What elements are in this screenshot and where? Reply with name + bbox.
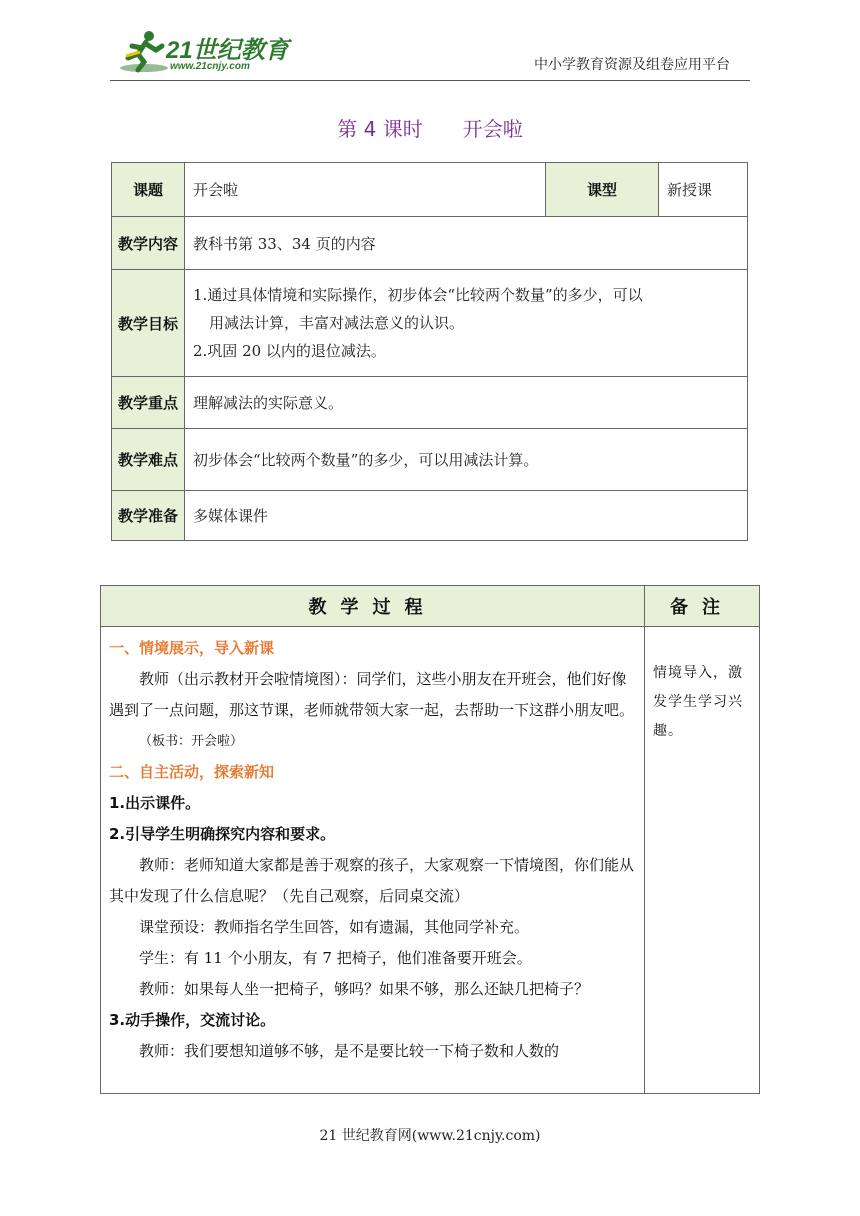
prep-value: 多媒体课件 [185,491,748,541]
step-2: 2.引导学生明确探究内容和要求。 [109,825,336,843]
footer: 21 世纪教育网(www.21cnjy.com) [319,1128,541,1144]
process-body [101,627,645,1094]
key-value: 理解减法的实际意义。 [185,377,748,429]
goal-label: 教学目标 [112,270,185,377]
lesson-title: 第 4 课时 开会啦 [337,117,523,141]
logo-url: www.21cnjy.com [170,61,250,72]
content-label: 教学内容 [112,217,185,270]
running-figure-icon [116,28,172,76]
logo-text: 21世纪教育 [166,37,289,64]
prep-label: 教学准备 [112,491,185,541]
key-label: 教学重点 [112,377,185,429]
type-label: 课型 [546,163,659,217]
goal-item-2: 2.巩固 20 以内的退位减法。 [193,342,386,360]
step-1: 1.出示课件。 [109,794,201,812]
board-note: （板书：开会啦） [139,734,244,749]
goal-item-1a: 1.通过具体情境和实际操作，初步体会“比较两个数量”的多少，可以 [193,286,643,304]
section-2-paragraph-3: 学生：有 11 个小朋友，有 7 把椅子，他们准备要开班会。 [139,949,532,967]
content-value: 教科书第 33、34 页的内容 [185,217,748,270]
topic-label: 课题 [112,163,185,217]
section-2-paragraph-1: 教师：老师知道大家都是善于观察的孩子，大家观察一下情境图，你们能从其中发现了什么信息呢？（先自己观察，后同桌交流） [109,856,635,905]
difficult-value: 初步体会“比较两个数量”的多少，可以用减法计算。 [185,429,748,491]
type-value: 新授课 [659,163,748,217]
section-2-paragraph-4: 教师：如果每人坐一把椅子，够吗？如果不够，那么还缺几把椅子？ [139,980,590,998]
goal-item-1b: 用减法计算，丰富对减法意义的认识。 [209,314,465,332]
section-2-heading: 二、自主活动，探索新知 [109,763,275,781]
difficult-label: 教学难点 [112,429,185,491]
section-1-heading: 一、情境展示，导入新课 [109,639,275,657]
platform-name: 中小学教育资源及组卷应用平台 [534,57,730,73]
note-header: 备注 [645,586,760,627]
note-cell: 情境导入，激发学生学习兴趣。 [645,627,760,1094]
teaching-process-table [100,585,760,1094]
site-logo [116,28,289,76]
header-divider [110,80,750,81]
step-3: 3.动手操作，交流讨论。 [109,1011,276,1029]
lesson-info-table [111,162,748,541]
section-2-paragraph-2: 课堂预设：教师指名学生回答，如有遗漏，其他同学补充。 [139,918,530,936]
process-header: 教学过程 [101,586,645,627]
section-1-paragraph: 教师（出示教材开会啦情境图）：同学们，这些小朋友在开班会，他们好像遇到了一点问题，那这节课，老师就带领大家一起，去帮助一下这群小朋友吧。 [109,670,635,719]
topic-value: 开会啦 [185,163,546,217]
goal-value [185,270,748,377]
section-2-paragraph-5: 教师：我们要想知道够不够，是不是要比较一下椅子数和人数的 [139,1042,560,1060]
